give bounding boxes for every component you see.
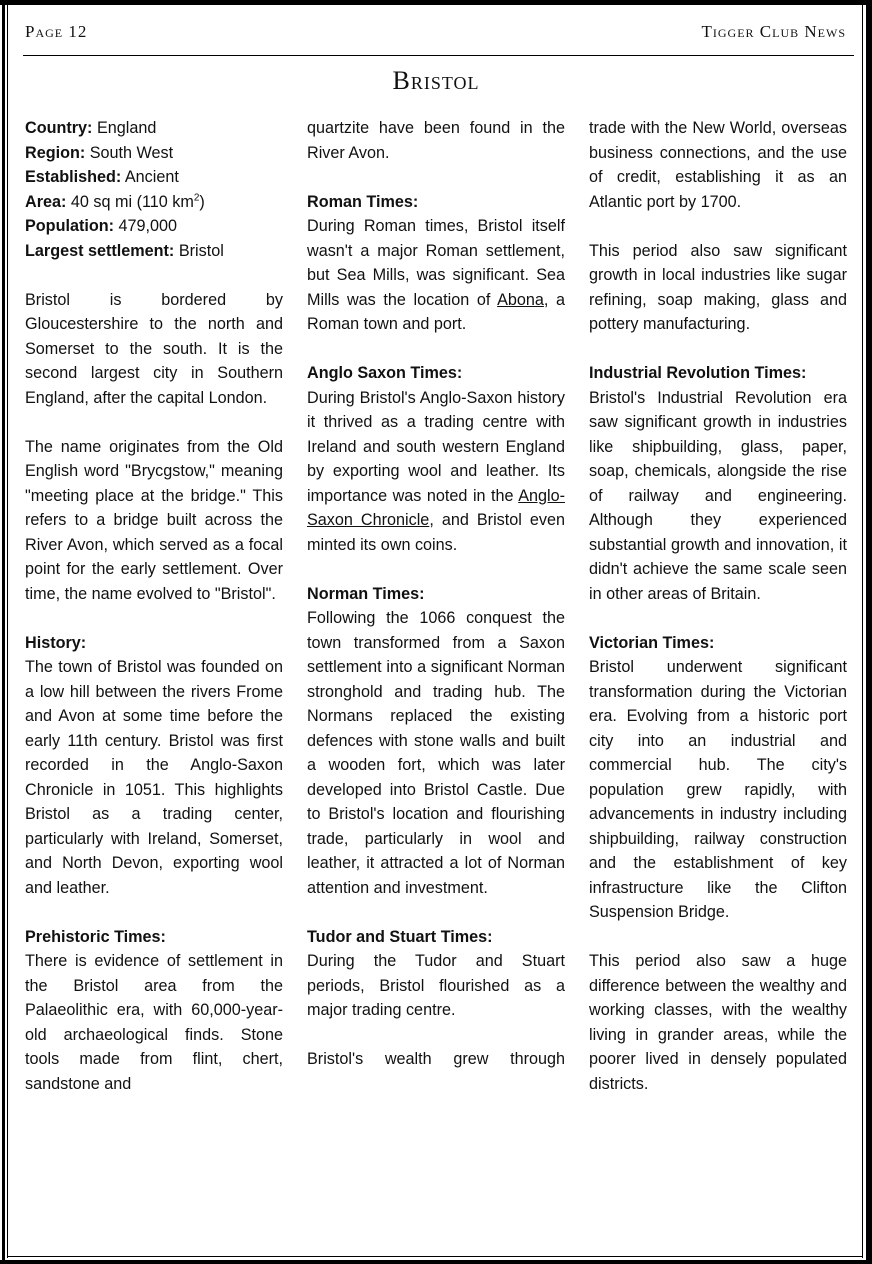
victorian-paragraph: Bristol underwent significant transformation during the Victorian era. Evolving from a historic port city into an industrial and commercial hub. The city's population grew rapidly, with advancements in industry including shipbuilding, railway construction and the establishment of key infrastructure like the Clifton Suspension Bridge. bbox=[589, 658, 847, 921]
fact-population bbox=[25, 214, 283, 239]
fact-value: Ancient bbox=[124, 168, 179, 186]
page-border-top bbox=[0, 0, 872, 5]
fact-value: 40 sq mi (110 km bbox=[70, 192, 194, 211]
section-heading-history: History: bbox=[25, 633, 87, 652]
victorian-classes-paragraph: This period also saw a huge difference between the wealthy and working classes, with the wealthy living in grander areas, while the poorer lived in densely populated districts. bbox=[589, 952, 847, 1093]
page-border-left-inner bbox=[7, 5, 8, 1258]
anglo-saxon-chronicle-link[interactable]: Anglo-Saxon Chronicle bbox=[307, 486, 565, 529]
fact-label: Population: bbox=[25, 217, 115, 235]
fact-value: 479,000 bbox=[118, 217, 178, 235]
fact-label: Established: bbox=[25, 168, 122, 186]
intro-paragraph-1: Bristol is bordered by Gloucestershire to the north and Somerset to the south. It is the second largest city in Southern England, after the capital London. bbox=[25, 290, 283, 407]
tudor-paragraph: During the Tudor and Stuart periods, Bristol flourished as a major trading centre. bbox=[307, 952, 565, 1019]
section-heading-roman: Roman Times: bbox=[307, 192, 419, 211]
section-heading-industrial: Industrial Revolution Times: bbox=[589, 364, 807, 382]
section-heading-tudor: Tudor and Stuart Times: bbox=[307, 927, 493, 946]
tudor-wealth-paragraph: Bristol's wealth grew through bbox=[307, 1050, 565, 1068]
page-border-right-inner bbox=[862, 5, 863, 1258]
superscript: 2 bbox=[193, 192, 200, 204]
section-heading-anglo-saxon: Anglo Saxon Times: bbox=[307, 364, 463, 382]
page-border-left bbox=[2, 0, 5, 1264]
fact-label: Largest settlement: bbox=[25, 241, 175, 260]
anglo-saxon-text: During Bristol's Anglo-Saxon history it thrived as a trading centre with Ireland and south western England by exporting wool and leather. Its importance was noted in the bbox=[307, 388, 565, 505]
publication-name: Tigger Club News bbox=[701, 22, 846, 41]
industrial-paragraph: Bristol's Industrial Revolution era saw significant growth in industries like shipbuilding, glass, paper, soap, chemicals, alongside the rise of railway and engineering. Although they experienced substantial growth and innovation, it didn't achieve the same scale seen in other areas of Britain. bbox=[589, 388, 847, 603]
fact-established bbox=[25, 165, 283, 190]
anglo-saxon-text-tail: , and Bristol even minted its own coins. bbox=[307, 511, 565, 554]
fact-region bbox=[25, 141, 283, 166]
fact-area bbox=[25, 190, 283, 215]
history-paragraph: The town of Bristol was founded on a low hill between the rivers Frome and Avon at some time before the early 11th century. Bristol was first recorded in the Anglo-Saxon Chronicle in 1051. This highlights Bristol as a trading center, particularly with Ireland, Somerset, and North Devon, exporting wool and leather. bbox=[25, 658, 283, 897]
fact-value: South West bbox=[89, 143, 174, 162]
roman-text: During Roman times, Bristol itself wasn't a major Roman settlement, but Sea Mills, was significant. Sea Mills was the location of bbox=[307, 217, 565, 309]
article-title: Bristol bbox=[392, 66, 480, 95]
tudor-wealth-paragraph-continued: trade with the New World, overseas business connections, and the use of credit, establishing it as an Atlantic port by 1700. bbox=[589, 119, 847, 211]
intro-paragraph-2: The name originates from the Old English word "Brycgstow," meaning "meeting place at the bridge." This refers to a bridge built across the River Avon, which served as a focal point for the early settlement. Over time, the name evolved to "Bristol". bbox=[25, 437, 283, 603]
page-border-bottom bbox=[0, 1260, 872, 1264]
column-2 bbox=[307, 116, 565, 1072]
prehistoric-paragraph: There is evidence of settlement in the Bristol area from the Palaeolithic era, with 60,000-year-old archaeological finds. Stone tools made from flint, chert, sandstone and bbox=[25, 952, 283, 1093]
spacer bbox=[25, 263, 283, 288]
column-1 bbox=[25, 116, 283, 1096]
tudor-industries-paragraph: This period also saw significant growth in local industries like sugar refining, soap making, glass and pottery manufacturing. bbox=[589, 241, 847, 333]
section-heading-prehistoric: Prehistoric Times: bbox=[25, 927, 166, 946]
prehistoric-paragraph-continued: quartzite have been found in the River Avon. bbox=[307, 119, 565, 162]
roman-paragraph bbox=[307, 214, 565, 337]
column-3 bbox=[589, 116, 847, 1121]
section-heading-victorian: Victorian Times: bbox=[589, 633, 715, 652]
fact-value: Bristol bbox=[178, 241, 224, 260]
page-border-right bbox=[866, 0, 872, 1264]
page-border-bottom-inner bbox=[7, 1256, 863, 1257]
fact-largest-settlement bbox=[25, 239, 283, 264]
fact-box bbox=[25, 116, 283, 263]
fact-label: Country: bbox=[25, 119, 93, 137]
anglo-saxon-paragraph bbox=[307, 386, 565, 558]
section-heading-norman: Norman Times: bbox=[307, 584, 425, 603]
abona-link[interactable]: Abona bbox=[497, 290, 544, 309]
header-divider bbox=[23, 55, 854, 56]
fact-country bbox=[25, 116, 283, 141]
fact-value: England bbox=[96, 119, 157, 137]
fact-label: Area: bbox=[25, 192, 67, 211]
page-number: Page 12 bbox=[25, 22, 88, 41]
fact-value-tail: ) bbox=[199, 192, 205, 211]
roman-text-tail: , a Roman town and port. bbox=[307, 290, 566, 333]
fact-label: Region: bbox=[25, 143, 86, 162]
norman-paragraph: Following the 1066 conquest the town transformed from a Saxon settlement into a significant Norman stronghold and trading hub. The Normans replaced the existing defences with stone walls and built a wooden fort, which was later developed into Bristol Castle. Due to Bristol's location and flourishing trade, particularly in wool and leather, it attracted a lot of Norman attention and investment. bbox=[307, 609, 565, 897]
